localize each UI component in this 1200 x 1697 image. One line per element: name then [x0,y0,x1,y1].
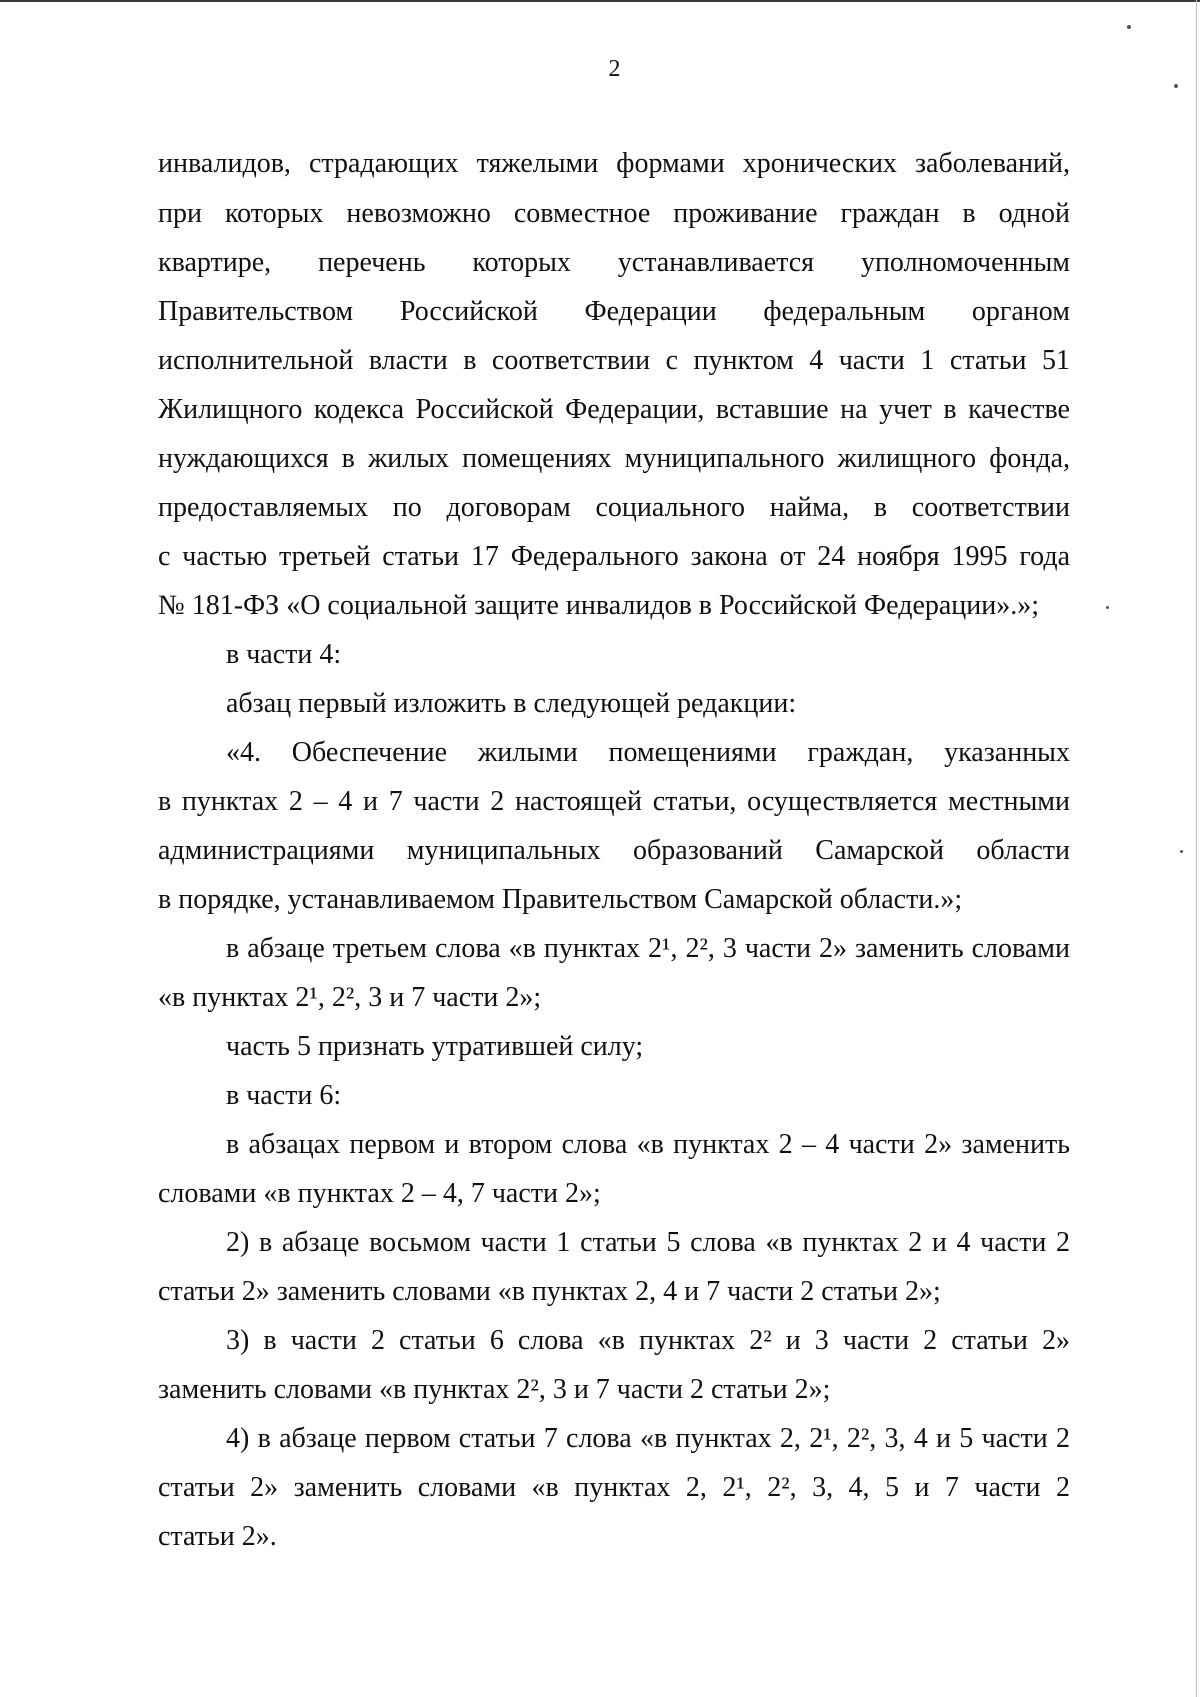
scan-speck [1174,84,1178,88]
text-line: статьи 2» заменить словами «в пунктах 2, 4 и 7 части 2 статьи 2»; [158,1276,941,1307]
scan-speck [1180,850,1183,853]
text-line: «в пунктах 2¹, 2², 3 и 7 части 2»; [158,982,542,1013]
text-line: 4) в абзаце первом статьи 7 слова «в пунктах 2, 2¹, 2², 3, 4 и 5 части 2 [226,1423,1070,1454]
text-line: 2) в абзаце восьмом части 1 статьи 5 слова «в пунктах 2 и 4 части 2 [226,1227,1070,1258]
text-line: инвалидов, страдающих тяжелыми формами хронических заболеваний, [158,148,1070,179]
text-line: в части 6: [226,1080,342,1111]
text-line: в части 4: [226,639,342,670]
text-line: в пунктах 2 – 4 и 7 части 2 настоящей статьи, осуществляется местными [158,786,1070,817]
text-line: Жилищного кодекса Российской Федерации, вставшие на учет в качестве [158,394,1070,425]
text-line: с частью третьей статьи 17 Федерального закона от 24 ноября 1995 года [158,541,1070,572]
text-line: предоставляемых по договорам социального найма, в соответствии [158,492,1070,523]
text-line: заменить словами «в пунктах 2², 3 и 7 части 2 статьи 2»; [158,1374,831,1405]
scan-speck [1127,25,1131,29]
text-line: часть 5 признать утратившей силу; [226,1031,644,1062]
scan-speck [1106,606,1109,609]
text-line: при которых невозможно совместное проживание граждан в одной [158,198,1070,229]
text-line: словами «в пунктах 2 – 4, 7 части 2»; [158,1178,601,1209]
text-line: исполнительной власти в соответствии с пунктом 4 части 1 статьи 51 [158,345,1070,376]
scan-right-border [1196,0,1197,1697]
text-line: Правительством Российской Федерации федеральным органом [158,296,1070,327]
text-line: абзац первый изложить в следующей редакции: [226,688,797,719]
text-line: «4. Обеспечение жилыми помещениями граждан, указанных [226,737,1070,768]
text-line: в абзаце третьем слова «в пунктах 2¹, 2², 3 части 2» заменить словами [226,933,1070,964]
text-line: статьи 2» заменить словами «в пунктах 2, 2¹, 2², 3, 4, 5 и 7 части 2 [158,1472,1070,1503]
scan-top-border [0,0,1200,2]
text-line: администрациями муниципальных образований Самарской области [158,835,1070,866]
text-line: в абзацах первом и втором слова «в пунктах 2 – 4 части 2» заменить [226,1129,1070,1160]
text-line: статьи 2». [158,1521,277,1552]
text-line: квартире, перечень которых устанавливается уполномоченным [158,247,1070,278]
text-line: № 181-ФЗ «О социальной защите инвалидов в Российской Федерации».»; [158,590,1040,621]
text-line: 3) в части 2 статьи 6 слова «в пунктах 2² и 3 части 2 статьи 2» [226,1325,1070,1356]
page-number: 2 [608,56,621,82]
text-line: в порядке, устанавливаемом Правительством Самарской области.»; [158,884,963,915]
text-line: нуждающихся в жилых помещениях муниципального жилищного фонда, [158,443,1070,474]
